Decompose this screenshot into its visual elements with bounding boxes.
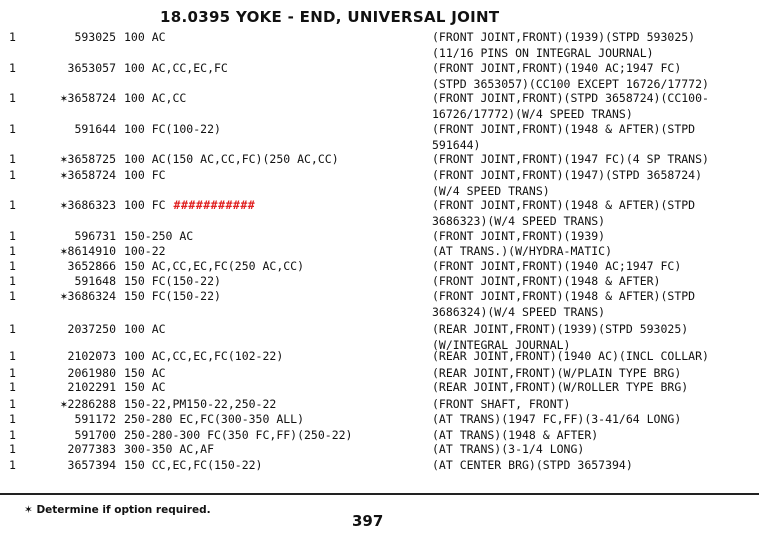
quantity: 1 <box>9 122 16 136</box>
part-number-cell <box>30 30 116 44</box>
table-row <box>0 122 759 152</box>
application: 100 AC <box>124 30 166 44</box>
application: 150 FC(150-22) <box>124 274 221 288</box>
application: 150-250 AC <box>124 229 194 243</box>
table-row <box>0 322 759 352</box>
part-number-cell <box>30 152 116 166</box>
table-row <box>0 412 759 426</box>
description-line: (FRONT JOINT,FRONT)(1948 & AFTER)(STPD <box>432 122 696 136</box>
quantity: 1 <box>9 152 16 166</box>
application-cell <box>124 289 221 303</box>
part-number: 3652866 <box>67 259 116 273</box>
part-number-cell <box>30 397 116 411</box>
description-line: (REAR JOINT,FRONT)(W/ROLLER TYPE BRG) <box>432 380 689 394</box>
option-star-icon: ✶ <box>60 168 68 182</box>
part-number-cell <box>30 274 116 288</box>
quantity: 1 <box>9 428 16 442</box>
application-cell <box>124 428 352 442</box>
part-number: 591172 <box>74 412 116 426</box>
description-line: (REAR JOINT,FRONT)(1940 AC)(INCL COLLAR) <box>432 349 709 363</box>
quantity: 1 <box>9 61 16 75</box>
table-row <box>0 152 759 166</box>
description-line: (FRONT JOINT,FRONT)(STPD 3658724)(CC100- <box>432 91 709 105</box>
description-line: 3686324)(W/4 SPEED TRANS) <box>432 305 606 319</box>
table-row <box>0 442 759 456</box>
table-row <box>0 229 759 243</box>
part-number-cell <box>30 168 116 182</box>
description-line: (FRONT JOINT,FRONT)(1947 FC)(4 SP TRANS) <box>432 152 709 166</box>
footnote: ✶ Determine if option required. <box>24 504 211 516</box>
description-line: (REAR JOINT,FRONT)(W/PLAIN TYPE BRG) <box>432 366 682 380</box>
quantity: 1 <box>9 198 16 212</box>
part-number: 3686323 <box>67 198 116 212</box>
application-cell <box>124 274 221 288</box>
quantity: 1 <box>9 244 16 258</box>
description-line: (AT TRANS)(1948 & AFTER) <box>432 428 599 442</box>
application-cell <box>124 244 166 258</box>
application-cell <box>124 229 193 243</box>
application: 100 FC(100-22) <box>124 122 221 136</box>
part-number-cell <box>30 442 116 456</box>
option-star-icon: ✶ <box>60 397 68 411</box>
description-line: (STPD 3653057)(CC100 EXCEPT 16726/17772) <box>432 77 709 91</box>
section-title: 18.0395 YOKE - END, UNIVERSAL JOINT <box>160 8 500 26</box>
application-cell <box>124 412 304 426</box>
quantity: 1 <box>9 349 16 363</box>
table-row <box>0 259 759 273</box>
quantity: 1 <box>9 168 16 182</box>
part-number-cell <box>30 259 116 273</box>
description-line: (FRONT JOINT,FRONT)(1948 & AFTER)(STPD <box>432 289 696 303</box>
part-number: 2286288 <box>67 397 116 411</box>
part-number: 3653057 <box>67 61 116 75</box>
table-row <box>0 244 759 258</box>
table-row <box>0 289 759 319</box>
description-line: (W/4 SPEED TRANS) <box>432 184 550 198</box>
table-row <box>0 380 759 394</box>
quantity: 1 <box>9 366 16 380</box>
part-number-cell <box>30 122 116 136</box>
application: 100 AC,CC <box>124 91 187 105</box>
description-line: (W/INTEGRAL JOURNAL) <box>432 338 571 352</box>
part-number-cell <box>30 380 116 394</box>
part-number-cell <box>30 198 116 212</box>
table-row <box>0 198 759 228</box>
table-row <box>0 61 759 91</box>
application-cell <box>124 152 339 166</box>
table-row <box>0 458 759 472</box>
description-line: (AT TRANS)(1947 FC,FF)(3-41/64 LONG) <box>432 412 682 426</box>
table-row <box>0 168 759 198</box>
part-number-cell <box>30 91 116 105</box>
application: 100 AC(150 AC,CC,FC)(250 AC,CC) <box>124 152 339 166</box>
part-number: 2077383 <box>67 442 116 456</box>
application: 100-22 <box>124 244 166 258</box>
description-line: (FRONT JOINT,FRONT)(1939)(STPD 593025) <box>432 30 696 44</box>
application: 100 AC <box>124 322 166 336</box>
application: 100 AC,CC,EC,FC(102-22) <box>124 349 284 363</box>
part-number: 596731 <box>74 229 116 243</box>
application-cell <box>124 442 214 456</box>
application-cell <box>124 366 166 380</box>
quantity: 1 <box>9 229 16 243</box>
part-number: 593025 <box>74 30 116 44</box>
table-row <box>0 91 759 121</box>
part-number-cell <box>30 61 116 75</box>
description-line: (FRONT JOINT,FRONT)(1940 AC;1947 FC) <box>432 259 682 273</box>
application: 150-22,PM150-22,250-22 <box>124 397 277 411</box>
part-number-cell <box>30 458 116 472</box>
quantity: 1 <box>9 442 16 456</box>
quantity: 1 <box>9 289 16 303</box>
description-line: (FRONT JOINT,FRONT)(1948 & AFTER)(STPD <box>432 198 696 212</box>
part-number-cell <box>30 366 116 380</box>
description-line: (FRONT JOINT,FRONT)(1940 AC;1947 FC) <box>432 61 682 75</box>
application: 150 CC,EC,FC(150-22) <box>124 458 263 472</box>
part-number: 591644 <box>74 122 116 136</box>
application-cell <box>124 168 166 182</box>
description-line: (FRONT SHAFT, FRONT) <box>432 397 571 411</box>
application-cell <box>124 30 166 44</box>
part-number: 2102291 <box>67 380 116 394</box>
application-cell <box>124 91 186 105</box>
part-number-cell <box>30 289 116 303</box>
application: 250-280-300 FC(350 FC,FF)(250-22) <box>124 428 353 442</box>
part-number: 2037250 <box>67 322 116 336</box>
option-star-icon: ✶ <box>60 289 68 303</box>
part-number-cell <box>30 349 116 363</box>
application-cell <box>124 349 283 363</box>
description-line: 591644) <box>432 138 481 152</box>
footer-divider <box>0 493 759 495</box>
application-cell <box>124 380 166 394</box>
part-number-cell <box>30 322 116 336</box>
quantity: 1 <box>9 412 16 426</box>
part-number: 2102073 <box>67 349 116 363</box>
quantity: 1 <box>9 91 16 105</box>
part-number: 3686324 <box>67 289 116 303</box>
description-line: (AT CENTER BRG)(STPD 3657394) <box>432 458 633 472</box>
description-line: (REAR JOINT,FRONT)(1939)(STPD 593025) <box>432 322 689 336</box>
description-line: (AT TRANS)(3-1/4 LONG) <box>432 442 585 456</box>
application: 100 AC,CC,EC,FC <box>124 61 228 75</box>
table-row <box>0 349 759 363</box>
option-star-icon: ✶ <box>60 198 68 212</box>
application: 150 FC(150-22) <box>124 289 221 303</box>
table-row <box>0 397 759 411</box>
description-line: (FRONT JOINT,FRONT)(1939) <box>432 229 606 243</box>
description-line: (11/16 PINS ON INTEGRAL JOURNAL) <box>432 46 654 60</box>
application-cell <box>124 61 228 75</box>
quantity: 1 <box>9 397 16 411</box>
application: 150 AC <box>124 366 166 380</box>
application-cell <box>124 397 276 411</box>
quantity: 1 <box>9 322 16 336</box>
quantity: 1 <box>9 30 16 44</box>
application: 250-280 EC,FC(300-350 ALL) <box>124 412 305 426</box>
description-line: (AT TRANS.)(W/HYDRA-MATIC) <box>432 244 613 258</box>
part-number-cell <box>30 428 116 442</box>
description-line: (FRONT JOINT,FRONT)(1948 & AFTER) <box>432 274 661 288</box>
option-star-icon: ✶ <box>60 91 68 105</box>
application: 100 FC <box>124 198 166 212</box>
table-row <box>0 30 759 60</box>
part-number: 3658724 <box>67 168 116 182</box>
quantity: 1 <box>9 259 16 273</box>
application: 150 AC,CC,EC,FC(250 AC,CC) <box>124 259 305 273</box>
application: 150 AC <box>124 380 166 394</box>
part-number: 3658724 <box>67 91 116 105</box>
table-row <box>0 274 759 288</box>
description-line: 16726/17772)(W/4 SPEED TRANS) <box>432 107 633 121</box>
part-number: 591700 <box>74 428 116 442</box>
application-cell <box>124 458 262 472</box>
description-line: 3686323)(W/4 SPEED TRANS) <box>432 214 606 228</box>
highlight-mark: ########### <box>173 198 256 212</box>
part-number: 8614910 <box>67 244 116 258</box>
application-cell <box>124 259 304 273</box>
part-number: 591648 <box>74 274 116 288</box>
table-row <box>0 428 759 442</box>
quantity: 1 <box>9 458 16 472</box>
part-number: 3657394 <box>67 458 116 472</box>
application-cell <box>124 322 166 336</box>
description-line: (FRONT JOINT,FRONT)(1947)(STPD 3658724) <box>432 168 703 182</box>
option-star-icon: ✶ <box>60 244 68 258</box>
part-number-cell <box>30 412 116 426</box>
application: 300-350 AC,AF <box>124 442 215 456</box>
quantity: 1 <box>9 274 16 288</box>
application-cell <box>124 198 255 212</box>
part-number: 2061980 <box>67 366 116 380</box>
option-star-icon: ✶ <box>60 152 68 166</box>
part-number-cell <box>30 244 116 258</box>
part-number: 3658725 <box>67 152 116 166</box>
quantity: 1 <box>9 380 16 394</box>
part-number-cell <box>30 229 116 243</box>
application-cell <box>124 122 221 136</box>
page-number: 397 <box>352 512 384 530</box>
application: 100 FC <box>124 168 166 182</box>
table-row <box>0 366 759 380</box>
